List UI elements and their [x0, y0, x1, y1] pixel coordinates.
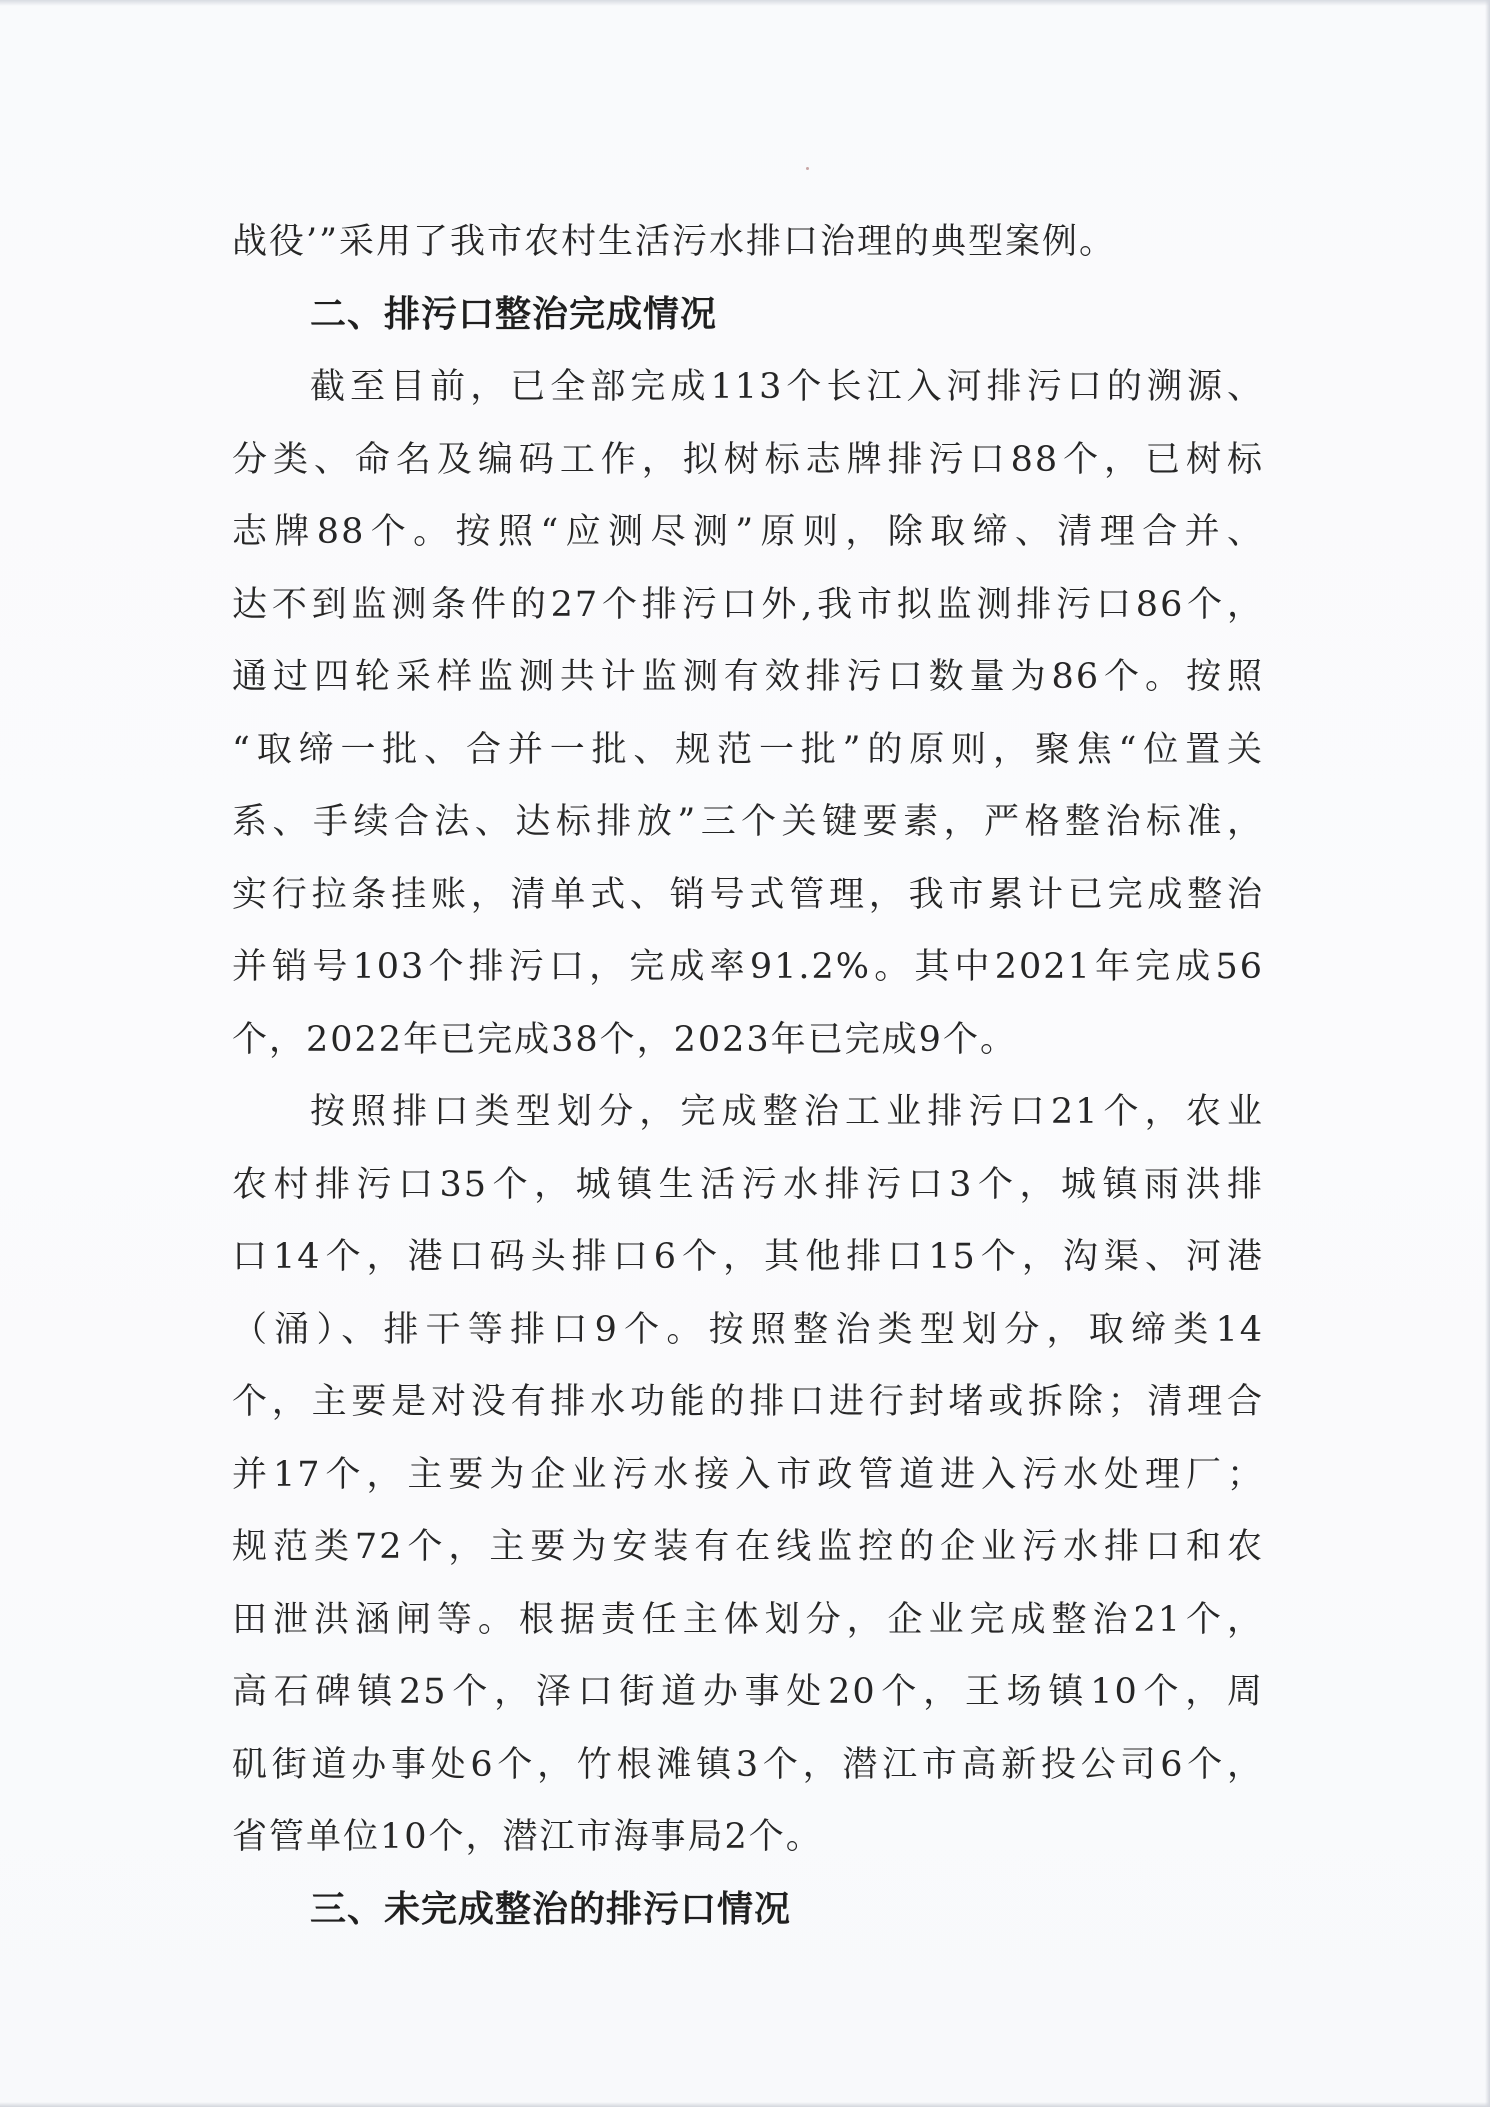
paragraph-line: 口14个，港口码头排口6个，其他排口15个，沟渠、河港: [232, 1237, 1264, 1277]
scan-speck: [806, 167, 809, 170]
paragraph-line: 系、手续合法、达标排放”三个关键要素，严格整治标准，: [232, 802, 1264, 842]
paragraph-line: 个，2022年已完成38个，2023年已完成9个。: [232, 1019, 1017, 1060]
paragraph-line: 高石碑镇25个，泽口街道办事处20个，王场镇10个，周: [232, 1672, 1264, 1712]
scan-edge-top: [0, 0, 1490, 6]
paragraph-line: 按照排口类型划分，完成整治工业排污口21个，农业: [310, 1092, 1264, 1132]
paragraph-line: 截至目前，已全部完成113个长江入河排污口的溯源、: [310, 367, 1264, 407]
paragraph-line: 田泄洪涵闸等。根据责任主体划分，企业完成整治21个，: [232, 1599, 1264, 1640]
document-body: [232, 206, 1264, 1946]
paragraph-line: “取缔一批、合并一批、规范一批”的原则，聚焦“位置关: [232, 729, 1264, 770]
scan-edge-right: [1485, 0, 1490, 2107]
paragraph-line: 战役’”采用了我市农村生活污水排口治理的典型案例。: [232, 222, 1117, 262]
paragraph-line: 达不到监测条件的27个排污口外,我市拟监测排污口86个，: [232, 584, 1264, 625]
paragraph-line: 志牌88个。按照“应测尽测”原则，除取缔、清理合并、: [232, 512, 1264, 552]
paragraph-line: 农村排污口35个，城镇生活污水排污口3个，城镇雨洪排: [232, 1164, 1264, 1205]
paragraph-line: 个，主要是对没有排水功能的排口进行封堵或拆除；清理合: [232, 1382, 1264, 1422]
paragraph-line: 并销号103个排污口，完成率91.2%。其中2021年完成56: [232, 947, 1264, 987]
paragraph-line: 通过四轮采样监测共计监测有效排污口数量为86个。按照: [232, 657, 1264, 697]
scan-edge-bottom: [0, 2102, 1490, 2107]
section-heading: 三、未完成整治的排污口情况: [310, 1888, 792, 1930]
paragraph-line: 矶街道办事处6个，竹根滩镇3个，潜江市高新投公司6个，: [232, 1744, 1264, 1785]
section-heading: 二、排污口整治完成情况: [310, 293, 718, 335]
paragraph-line: 省管单位10个，潜江市海事局2个。: [232, 1817, 823, 1857]
paragraph-line: 分类、命名及编码工作，拟树标志牌排污口88个，已树标: [232, 439, 1264, 480]
paragraph-line: （涌）、排干等排口9个。按照整治类型划分，取缔类14: [232, 1309, 1264, 1350]
paragraph-line: 规范类72个，主要为安装有在线监控的企业污水排口和农: [232, 1527, 1264, 1567]
paragraph-line: 实行拉条挂账，清单式、销号式管理，我市累计已完成整治: [232, 874, 1264, 915]
paragraph-line: 并17个，主要为企业污水接入市政管道进入污水处理厂；: [232, 1454, 1264, 1495]
